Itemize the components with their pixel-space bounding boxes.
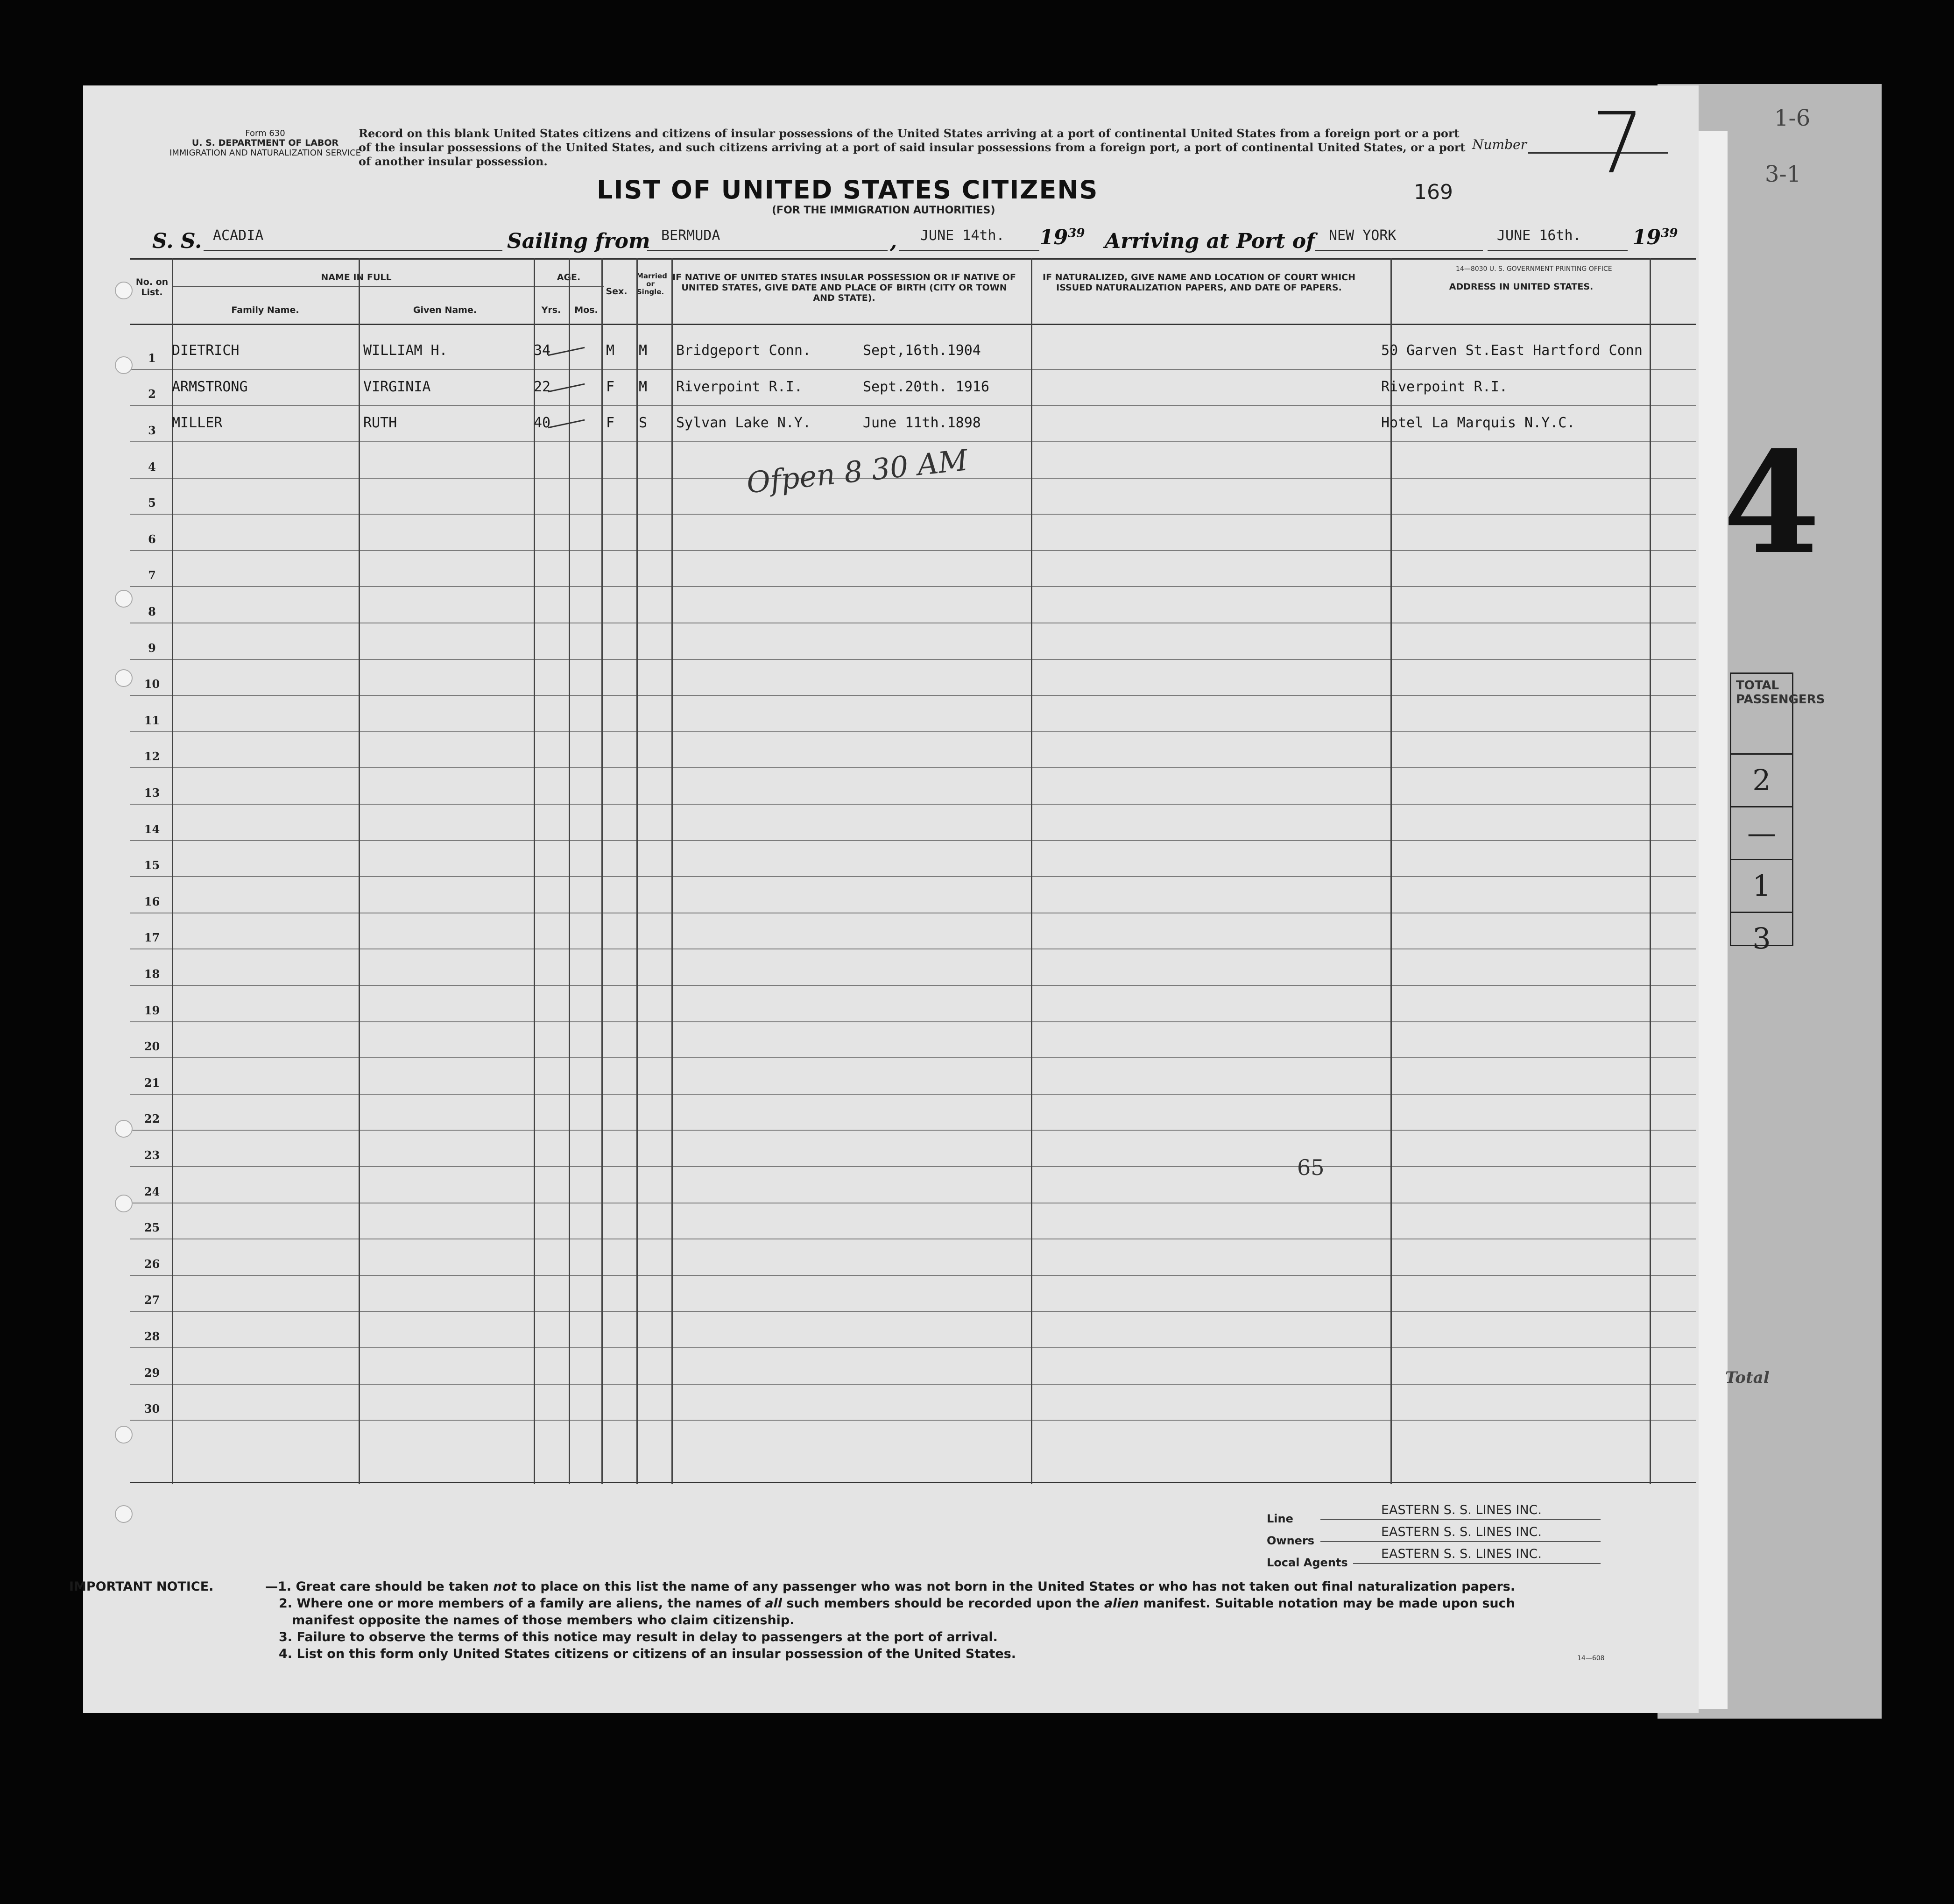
row-number: 29 bbox=[144, 1366, 160, 1380]
header-instructions: Record on this blank United States citizens and citizens of insular possessions of the United States arriving at a port of continental United States from a foreign port or a port of the insular possessions of the United States, and such citizens arriving at a port of said insular possessions from a foreign port, a port of continental United States, or a port of another insular possession. bbox=[359, 127, 1466, 168]
side-table-header: TOTAL PASSENGERS bbox=[1731, 674, 1792, 755]
form-header-left bbox=[134, 128, 396, 158]
side-total-table bbox=[1730, 672, 1825, 956]
table-rule bbox=[130, 731, 1696, 732]
row-number: 17 bbox=[144, 931, 160, 945]
age-years: 34 bbox=[534, 342, 551, 359]
birth-place: Bridgeport Conn. bbox=[676, 342, 811, 359]
col-header-name: NAME IN FULL bbox=[321, 272, 392, 283]
col-header-given: Given Name. bbox=[413, 305, 477, 315]
age-years: 40 bbox=[534, 415, 551, 432]
us-address: 50 Garven St.East Hartford Conn bbox=[1381, 342, 1643, 359]
arrival-date-line bbox=[1488, 250, 1628, 251]
row-number: 25 bbox=[144, 1221, 160, 1235]
row-number: 27 bbox=[144, 1293, 160, 1307]
table-rule bbox=[130, 1275, 1696, 1276]
sex: F bbox=[606, 378, 615, 395]
table-rule bbox=[130, 586, 1696, 587]
voyage-line bbox=[152, 226, 1693, 258]
side-total-label: Total bbox=[1725, 1368, 1770, 1387]
punch-hole bbox=[115, 1426, 133, 1444]
row-number: 15 bbox=[144, 858, 160, 872]
table-column-rule bbox=[359, 258, 360, 1484]
col-header-family: Family Name. bbox=[231, 305, 299, 315]
row-number: 5 bbox=[148, 496, 156, 510]
table-rule bbox=[130, 1021, 1696, 1022]
given-name: WILLIAM H. bbox=[363, 342, 448, 359]
header-subrule bbox=[172, 286, 604, 287]
col-header-address: ADDRESS IN UNITED STATES. bbox=[1449, 282, 1594, 292]
arrival-year-suffix: 39 bbox=[1661, 226, 1678, 241]
birth-date: Sept.20th. 1916 bbox=[863, 378, 989, 395]
bottom-form-code: 14—608 bbox=[1577, 1655, 1605, 1662]
row-number: 18 bbox=[144, 967, 160, 981]
family-name: MILLER bbox=[172, 415, 223, 432]
table-rule bbox=[130, 405, 1696, 406]
col-header-yrs: Yrs. bbox=[541, 305, 561, 315]
local-agents-value: EASTERN S. S. LINES INC. bbox=[1381, 1547, 1542, 1561]
marital-status: M bbox=[639, 342, 648, 359]
family-name: DIETRICH bbox=[172, 342, 240, 359]
comma: , bbox=[890, 229, 897, 253]
row-number: 4 bbox=[148, 460, 156, 474]
arriving-port-line bbox=[1315, 250, 1483, 251]
row-number: 13 bbox=[144, 786, 160, 800]
notice-heading: IMPORTANT NOTICE. bbox=[69, 1579, 214, 1594]
owners-label: Owners bbox=[1267, 1534, 1315, 1547]
row-number: 24 bbox=[144, 1184, 160, 1198]
row-number: 2 bbox=[148, 387, 156, 401]
notice-emphasis: all bbox=[765, 1596, 783, 1611]
side-mark: 1-6 bbox=[1774, 105, 1811, 131]
col-header-sex: Sex. bbox=[606, 286, 628, 297]
col-header-birth: IF NATIVE OF UNITED STATES INSULAR POSSESSION OR IF NATIVE OF UNITED STATES, GIVE DATE AND PLACE OF BIRTH (CITY OR TOWN AND STATE). bbox=[672, 272, 1016, 303]
line-label: Line bbox=[1267, 1512, 1293, 1525]
row-number: 8 bbox=[148, 605, 156, 618]
side-mark: 3-1 bbox=[1765, 161, 1801, 187]
row-number: 23 bbox=[144, 1148, 160, 1162]
row-number: 10 bbox=[144, 677, 160, 691]
row-number: 14 bbox=[144, 822, 160, 836]
sailing-date: JUNE 14th. bbox=[920, 227, 1005, 244]
notice-item-1 bbox=[265, 1578, 1617, 1595]
side-table-cell: — bbox=[1731, 807, 1792, 860]
table-rule bbox=[130, 441, 1696, 442]
table-rule bbox=[130, 659, 1696, 660]
table-column-rule bbox=[671, 258, 673, 1484]
age-years: 22 bbox=[534, 378, 551, 395]
birth-date: June 11th.1898 bbox=[863, 415, 981, 432]
punch-hole bbox=[115, 590, 133, 608]
row-number: 12 bbox=[144, 750, 160, 764]
birth-place: Sylvan Lake N.Y. bbox=[676, 415, 811, 432]
number-label: Number bbox=[1472, 137, 1527, 152]
list-number: 7 bbox=[1591, 95, 1645, 192]
passenger-table bbox=[130, 258, 1696, 1482]
side-table-cell: 2 bbox=[1731, 755, 1792, 807]
col-header-age: AGE. bbox=[557, 272, 581, 283]
table-column-rule bbox=[636, 258, 638, 1484]
sailing-year bbox=[1039, 226, 1085, 249]
notice-text: 2. Where one or more members of a family are aliens, the names of bbox=[279, 1596, 765, 1611]
table-rule bbox=[130, 876, 1696, 877]
table-rule bbox=[130, 369, 1696, 370]
given-name: RUTH bbox=[363, 415, 397, 432]
marital-status: M bbox=[639, 378, 648, 395]
col-header-mos: Mos. bbox=[574, 305, 598, 315]
department: U. S. DEPARTMENT OF LABOR bbox=[191, 138, 339, 148]
table-rule bbox=[130, 1311, 1696, 1312]
table-rule bbox=[130, 1094, 1696, 1095]
family-name: ARMSTRONG bbox=[172, 378, 248, 395]
punch-hole bbox=[115, 356, 133, 374]
stamp-number: 169 bbox=[1414, 180, 1453, 204]
sailing-date-line bbox=[899, 250, 1039, 251]
notice-item-2 bbox=[272, 1595, 1617, 1612]
table-rule bbox=[130, 1166, 1696, 1167]
table-column-rule bbox=[172, 258, 173, 1484]
col-header-married: Married or Single. bbox=[636, 272, 667, 296]
col-header-naturalized: IF NATURALIZED, GIVE NAME AND LOCATION OF COURT WHICH ISSUED NATURALIZATION PAPERS, AND DATE OF PAPERS. bbox=[1043, 272, 1355, 293]
notice-text: manifest. Suitable notation may be made upon such bbox=[1139, 1596, 1515, 1611]
table-rule bbox=[130, 1420, 1696, 1421]
row-number: 28 bbox=[144, 1330, 160, 1343]
service: IMMIGRATION AND NATURALIZATION SERVICE bbox=[169, 148, 361, 158]
row-number: 9 bbox=[148, 641, 156, 655]
notice-items bbox=[265, 1578, 1617, 1663]
sailing-label: Sailing from bbox=[507, 229, 650, 253]
row-number: 30 bbox=[144, 1402, 160, 1416]
table-column-rule bbox=[534, 258, 535, 1484]
owners-value: EASTERN S. S. LINES INC. bbox=[1381, 1525, 1542, 1539]
table-rule bbox=[130, 985, 1696, 986]
page-subtitle: (FOR THE IMMIGRATION AUTHORITIES) bbox=[772, 205, 995, 216]
table-rule bbox=[130, 1130, 1696, 1131]
margin-number: 65 bbox=[1297, 1155, 1325, 1180]
table-rule bbox=[130, 550, 1696, 551]
page-title: LIST OF UNITED STATES CITIZENS bbox=[597, 175, 1099, 205]
sex: M bbox=[606, 342, 615, 359]
table-rule bbox=[130, 804, 1696, 805]
ship-line bbox=[204, 250, 502, 251]
punch-hole bbox=[115, 1505, 133, 1523]
table-column-rule bbox=[601, 258, 603, 1484]
form-number: Form 630 bbox=[245, 128, 285, 138]
handwritten-note: Ofpen 8 30 AM bbox=[745, 443, 970, 500]
local-agents-label: Local Agents bbox=[1267, 1556, 1348, 1569]
arrival-year-prefix: 19 bbox=[1632, 226, 1661, 249]
row-number: 16 bbox=[144, 894, 160, 908]
table-rule bbox=[130, 1482, 1696, 1483]
row-number: 19 bbox=[144, 1003, 160, 1017]
arriving-port: NEW YORK bbox=[1329, 227, 1397, 244]
punch-hole bbox=[115, 1195, 133, 1212]
table-column-rule bbox=[1390, 258, 1392, 1484]
table-rule bbox=[130, 948, 1696, 949]
row-number: 26 bbox=[144, 1257, 160, 1271]
line-value: EASTERN S. S. LINES INC. bbox=[1381, 1503, 1542, 1517]
sex: F bbox=[606, 415, 615, 432]
notice-emphasis: alien bbox=[1104, 1596, 1139, 1611]
sailing-from: BERMUDA bbox=[661, 227, 720, 244]
arriving-label: Arriving at Port of bbox=[1105, 229, 1315, 253]
punch-hole bbox=[115, 669, 133, 687]
table-rule bbox=[130, 258, 1696, 260]
table-column-rule bbox=[569, 258, 570, 1484]
form-sheet bbox=[83, 85, 1699, 1713]
row-number: 20 bbox=[144, 1040, 160, 1054]
table-rule bbox=[130, 1384, 1696, 1385]
us-address: Riverpoint R.I. bbox=[1381, 378, 1508, 395]
row-number: 21 bbox=[144, 1076, 160, 1090]
notice-item-3: 3. Failure to observe the terms of this notice may result in delay to passengers at the port of arrival. bbox=[279, 1630, 998, 1644]
side-large-mark: 4 bbox=[1723, 420, 1820, 585]
row-number: 1 bbox=[148, 351, 156, 365]
birth-date: Sept,16th.1904 bbox=[863, 342, 981, 359]
punch-hole bbox=[115, 282, 133, 299]
notice-text: such members should be recorded upon the bbox=[782, 1596, 1104, 1611]
notice-emphasis: not bbox=[493, 1579, 517, 1594]
side-table-cell: 3 bbox=[1752, 921, 1771, 956]
given-name: VIRGINIA bbox=[363, 378, 431, 395]
notice-text: —1. Great care should be taken bbox=[265, 1579, 494, 1594]
ship-name: ACADIA bbox=[213, 227, 264, 244]
table-rule bbox=[130, 514, 1696, 515]
notice-text: to place on this list the name of any passenger who was not born in the United States or who has not taken out final naturalization papers. bbox=[517, 1579, 1516, 1594]
arrival-date: JUNE 16th. bbox=[1497, 227, 1581, 244]
owners-underline bbox=[1320, 1541, 1601, 1542]
table-rule bbox=[130, 840, 1696, 841]
table-column-rule bbox=[1031, 258, 1032, 1484]
marital-status: S bbox=[639, 415, 648, 432]
table-rule bbox=[130, 1057, 1696, 1058]
row-number: 3 bbox=[148, 424, 156, 437]
line-underline bbox=[1320, 1519, 1601, 1520]
sailing-year-prefix: 19 bbox=[1039, 226, 1068, 249]
us-address: Hotel La Marquis N.Y.C. bbox=[1381, 415, 1575, 432]
col-header-no: No. on List. bbox=[135, 277, 169, 297]
arrival-year bbox=[1632, 226, 1678, 249]
sailing-year-suffix: 39 bbox=[1068, 226, 1085, 241]
sailing-line bbox=[647, 250, 888, 251]
notice-item-2-continued: manifest opposite the names of those members who claim citizenship. bbox=[292, 1613, 795, 1628]
notice-item-4: 4. List on this form only United States citizens or citizens of an insular possession of the United States. bbox=[279, 1647, 1016, 1661]
row-number: 11 bbox=[144, 713, 160, 727]
local-agents-underline bbox=[1353, 1563, 1601, 1564]
birth-place: Riverpoint R.I. bbox=[676, 378, 803, 395]
row-number: 22 bbox=[144, 1112, 160, 1126]
ss-label: S. S. bbox=[152, 229, 202, 253]
row-number: 7 bbox=[148, 568, 156, 582]
table-rule bbox=[130, 767, 1696, 768]
punch-hole bbox=[115, 1120, 133, 1138]
table-rule bbox=[130, 695, 1696, 696]
table-rule bbox=[130, 1347, 1696, 1348]
side-table-cell: 1 bbox=[1731, 860, 1792, 913]
table-rule bbox=[130, 324, 1696, 325]
table-column-rule bbox=[1650, 258, 1651, 1484]
printing-note: 14—8030 U. S. GOVERNMENT PRINTING OFFICE bbox=[1456, 265, 1612, 273]
row-number: 6 bbox=[148, 532, 156, 546]
